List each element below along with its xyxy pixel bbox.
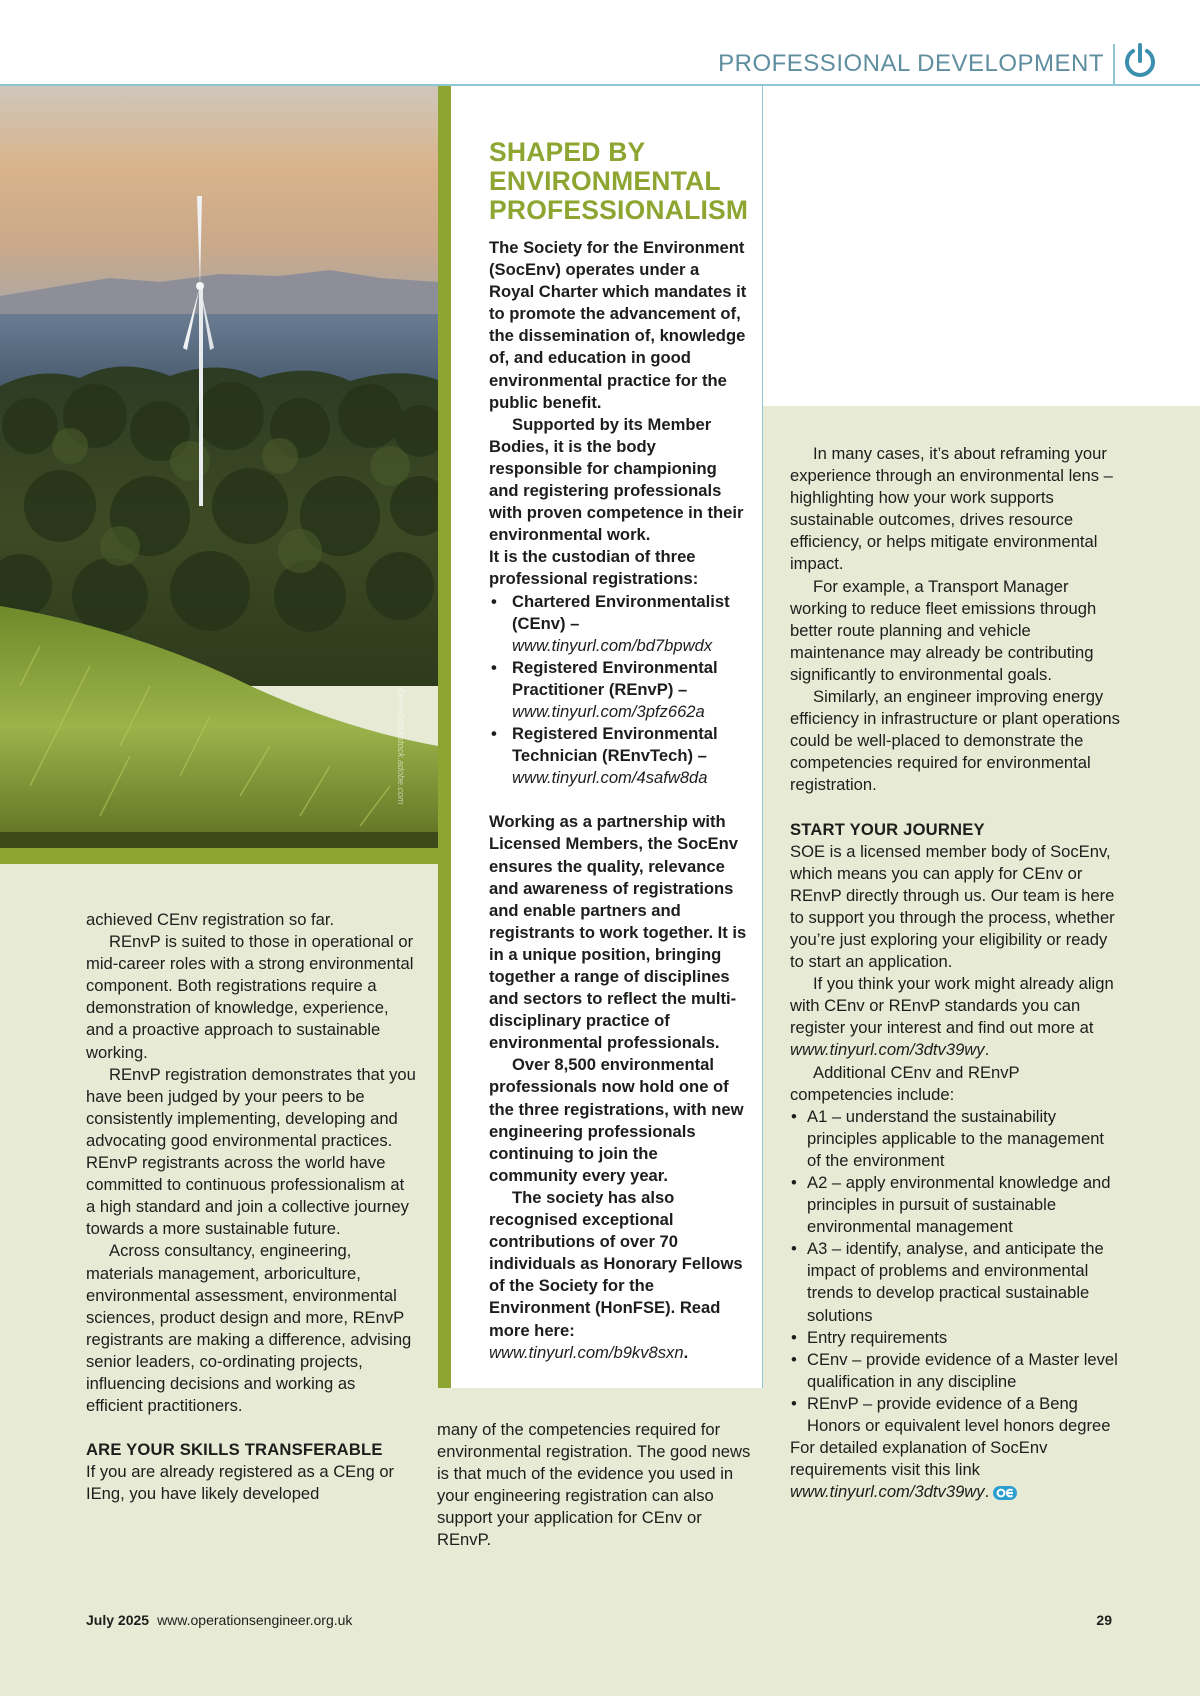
paragraph: many of the competencies required for environmental registration. The good news is that much of the evidence you used in your engineering registration can also support your application for CEnv or REnvP.	[437, 1420, 751, 1550]
accent-bar-vertical	[438, 86, 451, 1388]
registration-link[interactable]: www.tinyurl.com/3pfz662a	[512, 701, 705, 721]
paragraph: Across consultancy, engineering, materials management, arboriculture, environmental assessment, environmental sciences, product design and more, REnvP registrants are making a difference, advising senior leaders, co-ordinating projects, influencing decisions and working as efficient practitioners.	[86, 1241, 412, 1416]
list-item: • A1 – understand the sustainability principles applicable to the management of the environment	[790, 1106, 1120, 1172]
paragraph: REnvP is suited to those in operational or mid-career roles with a strong environmental component. Both registrations require a demonstration of knowledge, experience, and a proactive approach to sustainable working.	[86, 932, 414, 1062]
list-item: • Entry requirements	[790, 1327, 1120, 1349]
header-separator	[1113, 44, 1115, 84]
register-interest-link[interactable]: www.tinyurl.com/3dtv39wy	[790, 1040, 985, 1060]
list-item: • CEnv – provide evidence of a Master level qualification in any discipline	[790, 1349, 1120, 1393]
accent-bar-horizontal	[0, 848, 438, 864]
continued-text	[437, 1419, 759, 1552]
right-column-text	[790, 443, 1120, 1503]
subheading: START YOUR JOURNEY	[790, 819, 985, 839]
list-item	[489, 657, 749, 723]
photo-credit: EmmaStockstock.adobe.com	[396, 688, 406, 805]
list-item: • A2 – apply environmental knowledge and principles in pursuit of sustainable environmental management	[790, 1172, 1120, 1238]
oe-logo-icon	[993, 1486, 1017, 1500]
registration-link[interactable]: www.tinyurl.com/4safw8da	[512, 768, 708, 788]
paragraph: In many cases, it’s about reframing your experience through an environmental lens – highlighting how your work supports sustainable outcomes, drives resource efficiency, or helps mitigate environmental impact.	[790, 444, 1113, 574]
paragraph: REnvP registration demonstrates that you have been judged by your peers to be consistently implementing, developing and advocating good environmental practices. REnvP registrants across the world have committed to continuous professionalism at a high standard and join a collective journey towards a more sustainable future.	[86, 1064, 416, 1239]
registration-name: Registered Environmental Practitioner (REnvP) –	[512, 657, 718, 699]
headline-line: SHAPED BY	[489, 137, 646, 167]
list-item	[489, 591, 749, 657]
list-item	[489, 723, 749, 789]
paragraph: Supported by its Member Bodies, it is the body responsible for championing and registering professionals with proven competence in their environmental work.	[489, 414, 744, 545]
registration-name: Registered Environmental Technician (REnvTech) –	[512, 724, 718, 766]
paragraph: Additional CEnv and REnvP competencies include:	[790, 1062, 1020, 1104]
paragraph: SOE is a licensed member body of SocEnv, which means you can apply for CEnv or REnvP directly through us. Our team is here to support you through the process, whether you’re just exploring your eligibility or ready to start an application.	[790, 841, 1115, 972]
paragraph-text: If you think your work might already align with CEnv or REnvP standards you can register your interest and find out more at	[790, 974, 1114, 1038]
page-number: 29	[1096, 1612, 1112, 1628]
wind-turbine-photo	[0, 86, 438, 848]
subheading: ARE YOUR SKILLS TRANSFERABLE	[86, 1440, 383, 1460]
punctuation: .	[683, 1342, 689, 1362]
paragraph: Working as a partnership with Licensed Members, the SocEnv ensures the quality, relevance and awareness of registrations and enable partners and registrants to work together. It is in a unique position, bringing together a range of disciplines and sectors to reflect the multi-disciplinary practice of environmental professionals.	[489, 812, 747, 1053]
paragraph-text: The society has also recognised exceptional contributions of over 70 individuals as Honorary Fellows of the Society for the Environment (HonFSE). Read more here:	[489, 1187, 743, 1340]
punctuation: .	[984, 1040, 990, 1060]
sidebar-text	[489, 237, 749, 1364]
paragraph: For example, a Transport Manager working to reduce fleet emissions through better route planning and vehicle maintenance may already be contributing significantly to environmental goals.	[790, 576, 1097, 684]
paragraph: If you are already registered as a CEng or IEng, you have likely developed	[86, 1462, 395, 1504]
paragraph: The Society for the Environment (SocEnv) operates under a Royal Charter which mandates it to promote the advancement of, the dissemination of, knowledge of, and education in good environmental practice for the public benefit.	[489, 238, 747, 412]
footer	[86, 1612, 352, 1628]
paragraph: It is the custodian of three professional registrations:	[489, 547, 699, 589]
article-headline	[489, 138, 759, 225]
section-label: PROFESSIONAL DEVELOPMENT	[718, 50, 1104, 77]
punctuation: .	[984, 1482, 990, 1502]
paragraph	[790, 973, 1120, 1061]
headline-line: ENVIRONMENTAL	[489, 166, 721, 196]
right-white-block	[763, 86, 1200, 406]
left-column-text	[86, 909, 416, 1505]
list-item: • A3 – identify, analyse, and anticipate the impact of problems and environmental trends to develop practical sustainable solutions	[790, 1238, 1120, 1326]
requirements-link[interactable]: www.tinyurl.com/3dtv39wy	[790, 1482, 985, 1502]
issue-date: July 2025	[86, 1612, 150, 1628]
paragraph: Similarly, an engineer improving energy efficiency in infrastructure or plant operations could be well-placed to demonstrate the competencies required for environmental registration.	[790, 687, 1120, 795]
honfse-link[interactable]: www.tinyurl.com/b9kv8sxn	[489, 1342, 684, 1362]
footer-url[interactable]: www.operationsengineer.org.uk	[157, 1612, 353, 1628]
paragraph-text: For detailed explanation of SocEnv requirements visit this link	[790, 1438, 1048, 1480]
power-icon	[1123, 42, 1157, 80]
competencies-list	[790, 1106, 1120, 1437]
paragraph	[489, 1187, 749, 1364]
registrations-list	[489, 591, 749, 790]
paragraph: achieved CEnv registration so far.	[86, 910, 335, 929]
registration-name: Chartered Environmentalist (CEnv) –	[512, 591, 730, 633]
registration-link[interactable]: www.tinyurl.com/bd7bpwdx	[512, 635, 713, 655]
list-item: • REnvP – provide evidence of a Beng Honors or equivalent level honors degree	[790, 1393, 1120, 1437]
headline-line: PROFESSIONALISM	[489, 195, 749, 225]
paragraph: Over 8,500 environmental professionals now hold one of the three registrations, with new engineering professionals continuing to join the community every year.	[489, 1055, 744, 1185]
paragraph	[790, 1437, 1120, 1503]
